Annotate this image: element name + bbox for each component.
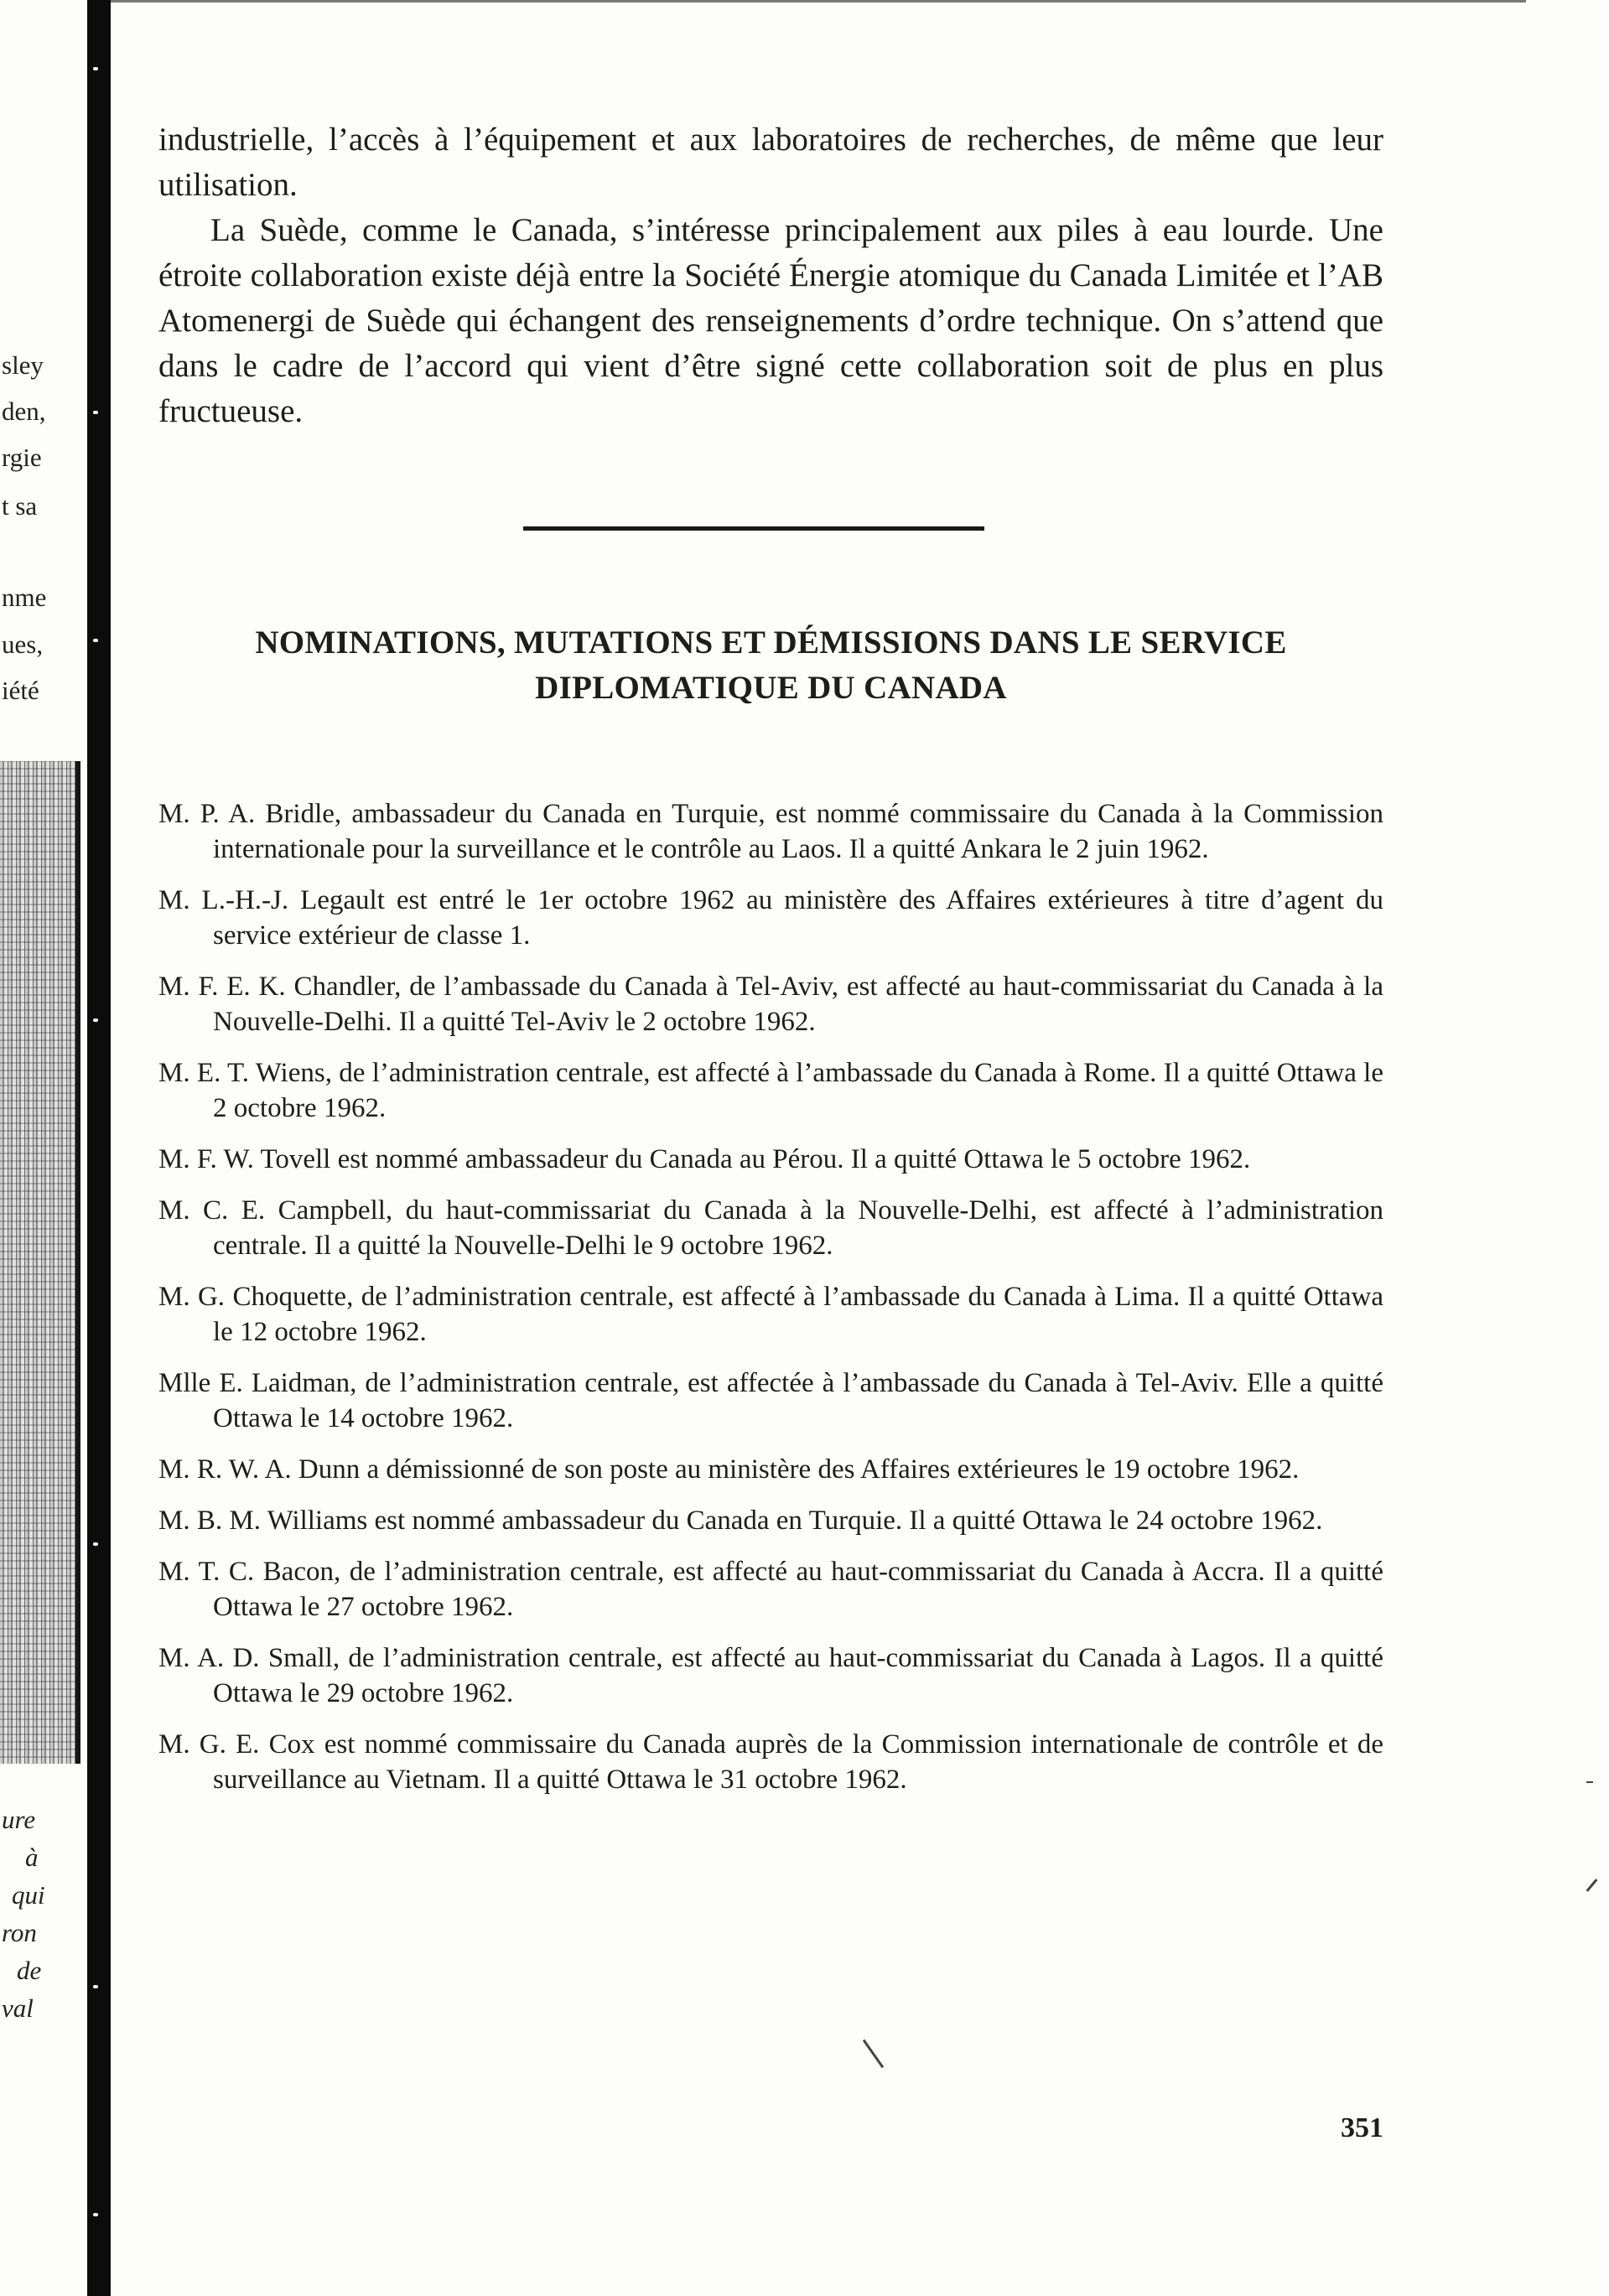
- section-heading-line-1: NOMINATIONS, MUTATIONS ET DÉMISSIONS DANS LE SERVICE: [255, 625, 1287, 661]
- appointment-entry: M. L.-H.-J. Legault est entré le 1er octobre 1962 au ministère des Affaires extérieures à titre d’agent du service extérieur de classe 1.: [158, 885, 1383, 951]
- facing-page-fragment: nme: [2, 583, 47, 612]
- binding-speck: [93, 411, 98, 414]
- stray-pen-mark: [863, 2039, 884, 2068]
- facing-page-fragment: den,: [2, 396, 46, 426]
- top-edge-rule: [109, 0, 1526, 3]
- facing-page-fragment: t sa: [2, 491, 38, 521]
- stray-pen-mark: [1586, 1781, 1593, 1783]
- appointment-entry: M. F. W. Tovell est nommé ambassadeur du Canada au Pérou. Il a quitté Ottawa le 5 octobre 1962.: [158, 1144, 1251, 1174]
- appointment-entry: Mlle E. Laidman, de l’administration centrale, est affectée à l’ambassade du Canada à Tel-Aviv. Elle a quitté Ottawa le 14 octobre 1962.: [158, 1368, 1383, 1433]
- facing-page-fragment: val: [2, 1993, 34, 2023]
- appointment-entry: M. R. W. A. Dunn a démissionné de son poste au ministère des Affaires extérieures le 19 octobre 1962.: [158, 1454, 1300, 1485]
- appointment-entry: M. E. T. Wiens, de l’administration centrale, est affecté à l’ambassade du Canada à Rome. Il a quitté Ottawa le 2 octobre 1962.: [158, 1058, 1383, 1123]
- paragraph-continuation: industrielle, l’accès à l’équipement et aux laboratoires de recherches, de même que leur utilisation.: [158, 122, 1383, 203]
- facing-page-margin: [0, 0, 86, 2296]
- facing-page-fragment: qui: [12, 1880, 45, 1910]
- binding-speck: [93, 1018, 98, 1022]
- binding-speck: [93, 639, 98, 642]
- previous-article-text: [158, 117, 1383, 434]
- facing-page-ornament-image: [0, 761, 80, 1764]
- binding-speck: [93, 67, 98, 70]
- facing-page-fragment: à: [25, 1843, 39, 1872]
- appointment-entry: M. B. M. Williams est nommé ambassadeur du Canada en Turquie. Il a quitté Ottawa le 24 octobre 1962.: [158, 1506, 1323, 1536]
- appointments-list: [158, 796, 1383, 1813]
- appointment-entry: M. G. E. Cox est nommé commissaire du Canada auprès de la Commission internationale de contrôle et de surveillance au Vietnam. Il a quitté Ottawa le 31 octobre 1962.: [158, 1729, 1383, 1795]
- section-separator-rule: [523, 526, 984, 531]
- page-number: 351: [1341, 2112, 1383, 2143]
- appointment-entry: M. G. Choquette, de l’administration centrale, est affecté à l’ambassade du Canada à Lima. Il a quitté Ottawa le 12 octobre 1962.: [158, 1282, 1383, 1347]
- binding-gutter: [87, 0, 111, 2296]
- facing-page-fragment: sley: [2, 350, 44, 380]
- facing-page-fragment: iété: [2, 676, 39, 705]
- appointment-entry: M. P. A. Bridle, ambassadeur du Canada en Turquie, est nommé commissaire du Canada à la Commission internationale pour la surveillance et le contrôle au Laos. Il a quitté Ankara le 2 juin 1962.: [158, 799, 1383, 864]
- appointment-entry: M. C. E. Campbell, du haut-commissariat du Canada à la Nouvelle-Delhi, est affecté à l’administration centrale. Il a quitté la Nouvelle-Delhi le 9 octobre 1962.: [158, 1195, 1383, 1261]
- paragraph-sweden-collaboration: La Suède, comme le Canada, s’intéresse principalement aux piles à eau lourde. Une étroite collaboration existe déjà entre la Société Énergie atomique du Canada Limitée et l’AB Atomenergi de Suède qui échangent des renseignements d’ordre technique. On s’attend que dans le cadre de l’accord qui vient d’être signé cette collaboration soit de plus en plus fructueuse.: [158, 212, 1383, 429]
- facing-page-fragment: rgie: [2, 443, 42, 472]
- section-heading-line-2: DIPLOMATIQUE DU CANADA: [535, 670, 1007, 706]
- appointment-entry: M. A. D. Small, de l’administration centrale, est affecté au haut-commissariat du Canada à Lagos. Il a quitté Ottawa le 29 octobre 1962.: [158, 1643, 1383, 1708]
- facing-page-fragment: ron: [2, 1918, 37, 1947]
- binding-speck: [93, 2213, 98, 2216]
- binding-speck: [93, 1985, 98, 1988]
- binding-speck: [93, 1542, 98, 1546]
- facing-page-fragment: ure: [2, 1805, 36, 1834]
- section-heading: [158, 620, 1383, 711]
- facing-page-fragment: de: [17, 1956, 42, 1985]
- stray-pen-mark: [1586, 1879, 1598, 1892]
- facing-page-fragment: ues,: [2, 630, 44, 659]
- appointment-entry: M. T. C. Bacon, de l’administration centrale, est affecté au haut-commissariat du Canada à Accra. Il a quitté Ottawa le 27 octobre 1962.: [158, 1557, 1383, 1622]
- appointment-entry: M. F. E. K. Chandler, de l’ambassade du Canada à Tel-Aviv, est affecté au haut-commissariat du Canada à la Nouvelle-Delhi. Il a quitté Tel-Aviv le 2 octobre 1962.: [158, 972, 1383, 1037]
